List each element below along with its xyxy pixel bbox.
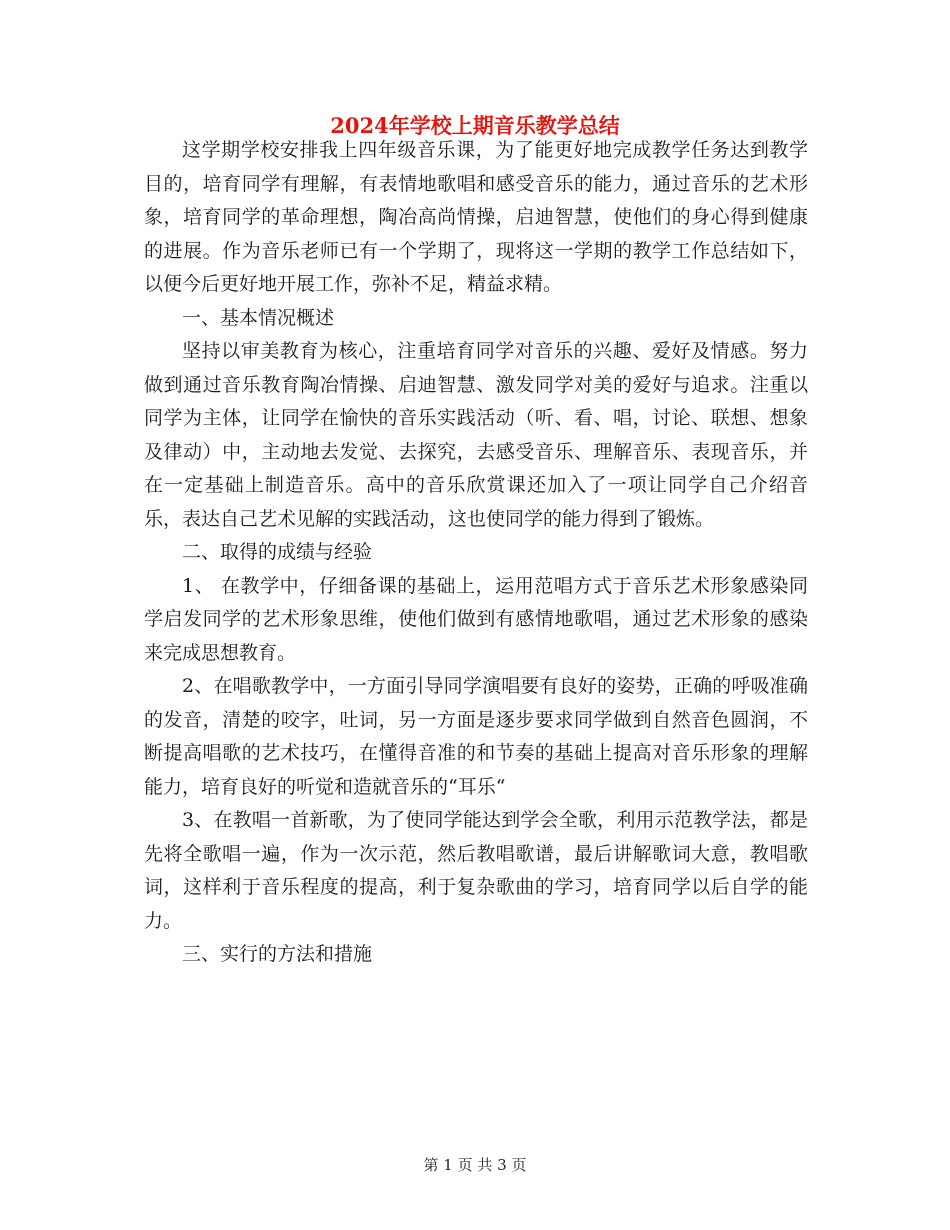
page-footer: 第 1 页 共 3 页 — [423, 1156, 527, 1174]
section-heading-achievements: 二、取得的成绩与经验 — [182, 541, 373, 563]
document-body — [144, 134, 808, 972]
section-heading-methods: 三、实行的方法和措施 — [182, 943, 373, 965]
achievement-item-3: 3、在教唱一首新歌，为了使同学能达到学会全歌，利用示范教学法，都是先将全歌唱一遍，作为一次示范，然后教唱歌谱，最后讲解歌词大意，教唱歌词，这样利于音乐程度的提高，利于复杂歌曲的学习，培育同学以后自学的能力。 — [144, 809, 808, 932]
overview-paragraph: 坚持以审美教育为核心，注重培育同学对音乐的兴趣、爱好及情感。努力做到通过音乐教育陶冶情操、启迪智慧、激发同学对美的爱好与追求。注重以同学为主体，让同学在愉快的音乐实践活动（听、看、唱，讨论、联想、想象及律动）中，主动地去发觉、去探究，去感受音乐、理解音乐、表现音乐，并在一定基础上制造音乐。高中的音乐欣赏课还加入了一项让同学自己介绍音乐，表达自己艺术见解的实践活动，这也使同学的能力得到了锻炼。 — [144, 340, 808, 530]
intro-paragraph: 这学期学校安排我上四年级音乐课，为了能更好地完成教学任务达到教学目的，培育同学有理解，有表情地歌唱和感受音乐的能力，通过音乐的艺术形象，培育同学的革命理想，陶冶高尚情操，启迪智慧，使他们的身心得到健康的进展。作为音乐老师已有一个学期了，现将这一学期的教学工作总结如下，以便今后更好地开展工作，弥补不足，精益求精。 — [144, 139, 808, 295]
achievement-item-2: 2、在唱歌教学中，一方面引导同学演唱要有良好的姿势，正确的呼吸准确的发音，清楚的咬字，吐词，另一方面是逐步要求同学做到自然音色圆润，不断提高唱歌的艺术技巧，在懂得音准的和节奏的基础上提高对音乐形象的理解能力，培育良好的听觉和造就音乐的“耳乐“ — [144, 675, 808, 798]
achievement-item-1: 1、 在教学中，仔细备课的基础上，运用范唱方式于音乐艺术形象感染同学启发同学的艺术形象思维，使他们做到有感情地歌唱，通过艺术形象的感染来完成思想教育。 — [144, 574, 808, 664]
document-title: 2024年学校上期音乐教学总结 — [330, 113, 620, 138]
section-heading-overview: 一、基本情况概述 — [182, 306, 335, 329]
